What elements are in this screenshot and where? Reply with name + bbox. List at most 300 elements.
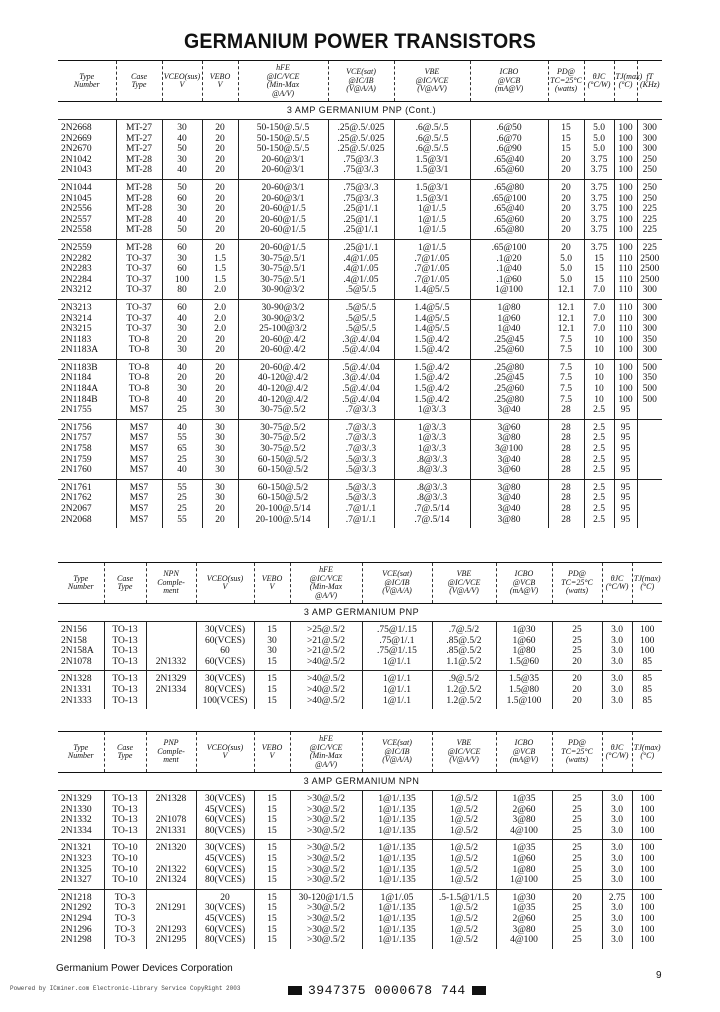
table-row: [58, 935, 662, 949]
spec-cell: 2500: [640, 274, 660, 285]
spec-cell: 2N1322: [146, 865, 196, 876]
spec-cell: 3@80: [496, 815, 552, 826]
spec-cell: 5.0: [584, 134, 614, 145]
spec-cell: 3@40: [470, 405, 548, 419]
spec-cell: TO-8: [116, 384, 162, 395]
spec-cell: 1@1/.5: [394, 215, 470, 226]
spec-cell: 20: [548, 204, 584, 215]
scan-note: Powered by ICminer.com Electronic-Library Service CopyRight 2003: [10, 985, 241, 992]
spec-cell: MS7: [116, 419, 162, 433]
spec-cell: 100(VCES): [196, 696, 254, 710]
spec-cell: 100: [640, 924, 655, 935]
spec-cell: 15: [254, 854, 290, 865]
table-row: [58, 299, 662, 313]
type-number-cell: 2N2558: [58, 225, 116, 239]
spec-cell: 3@60: [470, 419, 548, 433]
type-number-cell: 2N1762: [58, 493, 116, 504]
spec-cell: TO-37: [116, 254, 162, 265]
spec-cell: .5@.4/.04: [328, 384, 394, 395]
spec-cell: 60: [162, 299, 202, 313]
spec-cell: 2.5: [584, 419, 614, 433]
table-row: [58, 465, 662, 479]
spec-cell: 30-75@.5/1: [238, 254, 328, 265]
column-header: VCE(sat) @IC/IB (V@A/A): [362, 732, 432, 773]
table-row: [58, 225, 662, 239]
spec-cell: 20: [548, 194, 584, 205]
spec-cell: 2.5: [584, 433, 614, 444]
spec-cell: TO-37: [116, 314, 162, 325]
spec-cell: .25@1/.1: [328, 225, 394, 239]
spec-cell: [146, 914, 196, 925]
spec-cell: 30-75@.5/1: [238, 264, 328, 275]
spec-cell: 3.0: [602, 914, 632, 925]
spec-cell: 30-75@.5/2: [238, 405, 328, 419]
spec-cell: TO-8: [116, 359, 162, 373]
table-row: [58, 165, 662, 179]
spec-cell: .3@.4/.04: [328, 373, 394, 384]
spec-cell: 2.0: [202, 299, 238, 313]
spec-cell: 50: [162, 179, 202, 193]
type-number-cell: 2N1183A: [58, 345, 116, 359]
spec-cell: TO-13: [104, 791, 146, 805]
spec-cell: 28: [548, 433, 584, 444]
type-number-cell: 2N1757: [58, 433, 116, 444]
type-number-cell: 2N2067: [58, 504, 116, 515]
table-row: [58, 854, 662, 865]
spec-cell: .7@3/.3: [328, 433, 394, 444]
spec-cell: 300: [637, 120, 662, 134]
type-number-cell: 2N2557: [58, 215, 116, 226]
type-number-cell: 2N2068: [58, 515, 116, 529]
spec-cell: 15: [254, 889, 290, 903]
spec-cell: 1.5: [202, 275, 238, 286]
spec-cell: 15: [254, 840, 290, 854]
type-number-cell: 2N1755: [58, 405, 116, 419]
table-row: [58, 314, 662, 325]
spec-cell: 20-60@3/1: [238, 155, 328, 166]
column-header: VBE @IC/VCE (V@A/V): [394, 61, 470, 102]
type-number-cell: 2N1330: [58, 805, 104, 816]
spec-cell: 30-90@3/2: [238, 285, 328, 299]
spec-cell: TO-37: [116, 275, 162, 286]
spec-cell: 20-60@3/1: [238, 165, 328, 179]
spec-cell: 1.5: [202, 264, 238, 275]
spec-cell: 28: [548, 455, 584, 466]
spec-cell: >25@.5/2: [290, 622, 362, 636]
spec-cell: 1@1/.135: [362, 840, 432, 854]
spec-cell: .5@3/.3: [328, 455, 394, 466]
section-title-row: [58, 604, 662, 622]
spec-cell: 3@40: [470, 493, 548, 504]
spec-cell: TO-37: [116, 285, 162, 299]
spec-cell: 100: [640, 815, 655, 826]
spec-cell: MS7: [116, 444, 162, 455]
spec-cell: .5@3/.3: [328, 479, 394, 493]
spec-cell: .7@3/.3: [328, 405, 394, 419]
spec-cell: 25: [162, 405, 202, 419]
spec-cell: >40@.5/2: [290, 696, 362, 710]
spec-cell: 30(VCES): [196, 671, 254, 685]
header-row: [58, 61, 662, 102]
spec-cell: >40@.5/2: [290, 685, 362, 696]
type-number-cell: 2N1045: [58, 194, 116, 205]
spec-cell: .25@45: [470, 335, 548, 346]
spec-cell: 2.5: [584, 493, 614, 504]
table-row: [58, 384, 662, 395]
spec-cell: 25: [552, 840, 602, 854]
type-number-cell: 2N1333: [58, 696, 104, 710]
type-number-cell: 2N1184B: [58, 395, 116, 406]
spec-cell: 20-100@.5/14: [238, 515, 328, 529]
spec-cell: .65@80: [470, 179, 548, 193]
spec-cell: .25@60: [470, 384, 548, 395]
table-row: [58, 179, 662, 193]
spec-cell: MT-27: [116, 120, 162, 134]
spec-cell: 3@40: [470, 504, 548, 515]
spec-cell: .5@5/.5: [328, 299, 394, 313]
table-row: [58, 345, 662, 359]
spec-cell: .8@3/.3: [394, 493, 470, 504]
spec-cell: 25: [552, 914, 602, 925]
spec-cell: 30-90@3/2: [238, 299, 328, 313]
spec-cell: 10: [584, 384, 614, 395]
spec-cell: 28: [548, 493, 584, 504]
spec-cell: 25: [552, 646, 602, 657]
spec-cell: TO-13: [104, 815, 146, 826]
spec-cell: .65@100: [470, 194, 548, 205]
spec-cell: 20-60@3/1: [238, 194, 328, 205]
spec-cell: 2N1331: [146, 826, 196, 840]
spec-cell: 1@1/.135: [362, 826, 432, 840]
spec-cell: .25@60: [470, 345, 548, 359]
column-header: VCE(sat) @IC/IB (V@A/A): [362, 563, 432, 604]
spec-cell: 20: [202, 345, 238, 359]
spec-cell: 28: [548, 504, 584, 515]
spec-cell: 50-150@.5/.5: [238, 134, 328, 145]
spec-cell: 30: [202, 479, 238, 493]
spec-cell: 7.5: [548, 359, 584, 373]
table-row: [58, 194, 662, 205]
spec-cell: 60: [162, 194, 202, 205]
type-number-cell: 2N2559: [58, 239, 116, 253]
spec-cell: 7.5: [548, 373, 584, 384]
spec-cell: .6@90: [470, 144, 548, 155]
spec-cell: 100: [614, 215, 637, 226]
spec-cell: 2.5: [584, 444, 614, 455]
spec-cell: 15: [254, 622, 290, 636]
spec-cell: 15: [254, 671, 290, 685]
spec-cell: 30: [254, 646, 290, 657]
spec-cell: 85: [642, 656, 652, 667]
spec-cell: 25: [552, 791, 602, 805]
spec-cell: .85@.5/2: [432, 636, 496, 647]
spec-cell: [637, 455, 662, 466]
spec-cell: 1.5@80: [496, 685, 552, 696]
spec-cell: >30@.5/2: [290, 815, 362, 826]
spec-cell: 1@.5/2: [432, 805, 496, 816]
spec-cell: 3.0: [602, 875, 632, 889]
spec-cell: 20: [202, 225, 238, 239]
table-row: [58, 636, 662, 647]
spec-cell: 100: [614, 359, 637, 373]
spec-cell: 1.4@5/.5: [394, 299, 470, 313]
type-number-cell: 2N1184: [58, 373, 116, 384]
spec-cell: 3.0: [602, 791, 632, 805]
spec-cell: 20-100@.5/14: [238, 504, 328, 515]
spec-cell: 300: [642, 345, 657, 356]
table-row: [58, 805, 662, 816]
spec-cell: 3.75: [584, 204, 614, 215]
spec-cell: 20: [202, 204, 238, 215]
spec-cell: .4@1/.05: [328, 254, 394, 265]
spec-cell: 40: [162, 134, 202, 145]
column-header: Type Number: [58, 732, 104, 773]
spec-cell: 40: [162, 359, 202, 373]
spec-cell: 12.1: [548, 285, 584, 299]
spec-cell: 28: [548, 479, 584, 493]
spec-cell: MT-28: [116, 179, 162, 193]
spec-cell: 20: [202, 335, 238, 346]
barcode-block-right: [472, 986, 486, 995]
spec-cell: 60-150@.5/2: [238, 455, 328, 466]
spec-cell: 7.5: [548, 345, 584, 359]
spec-cell: 350: [642, 334, 657, 345]
spec-cell: .1@60: [470, 275, 548, 286]
spec-cell: .7@1/.1: [328, 504, 394, 515]
spec-cell: 3.0: [602, 636, 632, 647]
spec-cell: 15: [254, 865, 290, 876]
table-row: [58, 889, 662, 903]
type-number-cell: 2N1327: [58, 875, 104, 889]
spec-cell: 30(VCES): [196, 903, 254, 914]
spec-cell: 30: [162, 155, 202, 166]
spec-cell: 20: [202, 384, 238, 395]
spec-cell: 1.4@5/.5: [394, 324, 470, 335]
spec-cell: 100: [640, 935, 655, 946]
spec-cell: .65@40: [470, 155, 548, 166]
spec-cell: 110: [614, 314, 637, 325]
spec-cell: 5.0: [548, 254, 584, 265]
spec-cell: 15: [584, 254, 614, 265]
spec-cell: 20-60@.4/2: [238, 359, 328, 373]
spec-cell: 300: [642, 313, 657, 324]
spec-cell: 1@3/.3: [394, 419, 470, 433]
spec-cell: 3@100: [470, 444, 548, 455]
spec-cell: 3.0: [602, 671, 632, 685]
column-header: θJC (°C/W): [602, 732, 632, 773]
spec-cell: 1@1/.1: [362, 671, 432, 685]
spec-cell: 12.1: [548, 314, 584, 325]
spec-cell: 1@60: [496, 854, 552, 865]
type-number-cell: 2N3213: [58, 299, 116, 313]
spec-cell: 350: [642, 373, 657, 384]
spec-cell: >30@.5/2: [290, 875, 362, 889]
spec-cell: [637, 433, 662, 444]
spec-cell: .5-1.5@1/1.5: [432, 889, 496, 903]
column-header: θJC (°C/W): [584, 61, 614, 102]
type-number-cell: 2N1294: [58, 914, 104, 925]
spec-cell: 100: [614, 155, 637, 166]
spec-cell: 3.75: [584, 179, 614, 193]
spec-cell: TO-13: [104, 671, 146, 685]
type-number-cell: 2N1323: [58, 854, 104, 865]
spec-cell: 2@60: [496, 914, 552, 925]
type-number-cell: 2N2668: [58, 120, 116, 134]
spec-cell: .4@1/.05: [328, 264, 394, 275]
spec-cell: 100: [632, 622, 662, 636]
spec-cell: 3.0: [602, 840, 632, 854]
spec-cell: 1.1@.5/2: [432, 657, 496, 671]
spec-cell: TO-8: [116, 335, 162, 346]
spec-cell: 20: [552, 657, 602, 671]
spec-cell: 3.0: [602, 646, 632, 657]
spec-cell: 50-150@.5/.5: [238, 120, 328, 134]
spec-cell: 10: [584, 359, 614, 373]
spec-cell: 225: [637, 239, 662, 253]
spec-cell: [637, 405, 662, 419]
spec-cell: >30@.5/2: [290, 914, 362, 925]
spec-cell: .1@20: [470, 254, 548, 265]
spec-cell: TO-10: [104, 854, 146, 865]
spec-cell: 3.0: [602, 696, 632, 710]
spec-cell: 1.2@.5/2: [432, 685, 496, 696]
spec-cell: 1.5: [202, 254, 238, 265]
spec-cell: .75@1/.1: [362, 636, 432, 647]
spec-cell: 1.5@3/1: [394, 155, 470, 166]
spec-cell: >40@.5/2: [290, 657, 362, 671]
spec-cell: 2N1329: [146, 671, 196, 685]
spec-cell: 1@.5/2: [432, 854, 496, 865]
spec-cell: MT-28: [116, 155, 162, 166]
spec-cell: 3.0: [602, 826, 632, 840]
spec-cell: .7@1/.1: [328, 515, 394, 529]
type-number-cell: 2N2284: [58, 275, 116, 286]
spec-cell: 25: [552, 865, 602, 876]
spec-cell: 15: [254, 791, 290, 805]
spec-cell: 1@1/.135: [362, 815, 432, 826]
spec-cell: 15: [548, 144, 584, 155]
spec-cell: .25@80: [470, 395, 548, 406]
spec-cell: .5@5/.5: [328, 285, 394, 299]
spec-cell: 225: [642, 204, 657, 215]
spec-cell: 2.0: [202, 285, 238, 299]
column-header: θJC (°C/W): [602, 563, 632, 604]
spec-cell: TO-3: [104, 925, 146, 936]
spec-cell: TO-3: [104, 889, 146, 903]
pnp-transistor-table-cont: [58, 60, 662, 528]
table-row: [58, 215, 662, 226]
spec-cell: 4@100: [496, 935, 552, 949]
spec-cell: 95: [614, 493, 637, 504]
spec-cell: 5.0: [584, 120, 614, 134]
table-row: [58, 359, 662, 373]
column-header: hFE @IC/VCE (Min-Max @A/V): [290, 732, 362, 773]
spec-cell: MT-28: [116, 165, 162, 179]
type-number-cell: 2N1183: [58, 335, 116, 346]
spec-cell: 7.0: [584, 299, 614, 313]
spec-cell: 100: [640, 864, 655, 875]
spec-cell: .7@.5/14: [394, 504, 470, 515]
spec-cell: MS7: [116, 479, 162, 493]
spec-cell: 50: [162, 225, 202, 239]
spec-cell: 1.5@.4/2: [394, 345, 470, 359]
spec-cell: MS7: [116, 455, 162, 466]
spec-cell: 110: [614, 254, 637, 265]
type-number-cell: 2N1183B: [58, 359, 116, 373]
table-row: [58, 479, 662, 493]
spec-cell: 3.75: [584, 225, 614, 239]
spec-cell: 20: [196, 889, 254, 903]
page-title: GERMANIUM POWER TRANSISTORS: [184, 30, 536, 53]
spec-cell: 20: [552, 889, 602, 903]
column-header: TJ(max) (°C): [632, 732, 662, 773]
type-number-cell: 2N3215: [58, 324, 116, 335]
spec-cell: 1.5@.4/2: [394, 373, 470, 384]
spec-cell: 3.0: [602, 925, 632, 936]
spec-cell: TO-37: [116, 264, 162, 275]
spec-cell: .5@3/.3: [328, 465, 394, 479]
npn-transistor-table: [58, 731, 662, 949]
spec-cell: 2N1324: [146, 875, 196, 889]
spec-cell: 50-150@.5/.5: [238, 144, 328, 155]
spec-cell: 1.5@3/1: [394, 194, 470, 205]
spec-cell: .6@.5/.5: [394, 134, 470, 145]
spec-cell: .6@.5/.5: [394, 120, 470, 134]
spec-cell: 15: [254, 875, 290, 889]
spec-cell: TO-13: [104, 657, 146, 671]
spec-cell: 2N1291: [146, 903, 196, 914]
table-row: [58, 335, 662, 346]
column-header: TJ(max) (°C): [614, 61, 637, 102]
spec-cell: 1@1/.135: [362, 865, 432, 876]
spec-cell: 3@80: [470, 433, 548, 444]
spec-cell: 15: [254, 925, 290, 936]
pnp-transistor-table: [58, 562, 662, 709]
spec-cell: 100: [640, 853, 655, 864]
spec-cell: MS7: [116, 515, 162, 529]
spec-cell: 30: [162, 120, 202, 134]
spec-cell: 20: [548, 165, 584, 179]
table-row: [58, 696, 662, 710]
column-header: PD@ TC=25°C (watts): [548, 61, 584, 102]
spec-cell: 80(VCES): [196, 826, 254, 840]
spec-cell: .6@70: [470, 134, 548, 145]
spec-cell: TO-3: [104, 914, 146, 925]
type-number-cell: 2N2283: [58, 264, 116, 275]
spec-cell: 95: [614, 504, 637, 515]
spec-cell: 5.0: [548, 264, 584, 275]
table-row: [58, 155, 662, 166]
spec-cell: 85: [642, 695, 652, 706]
column-header: hFE @IC/VCE (Min-Max @A/V): [238, 61, 328, 102]
spec-cell: .25@45: [470, 373, 548, 384]
spec-cell: 40: [162, 165, 202, 179]
spec-cell: 100: [614, 179, 637, 193]
spec-cell: 30: [202, 444, 238, 455]
spec-cell: 15: [254, 935, 290, 949]
spec-cell: 40: [162, 314, 202, 325]
spec-cell: TO-3: [104, 903, 146, 914]
column-header: hFE @IC/VCE (Min-Max @A/V): [290, 563, 362, 604]
spec-cell: 5.0: [584, 144, 614, 155]
type-number-cell: 2N1043: [58, 165, 116, 179]
spec-cell: 2N1078: [146, 815, 196, 826]
spec-cell: 1@1/.05: [362, 889, 432, 903]
spec-cell: 500: [642, 394, 657, 405]
spec-cell: 28: [548, 444, 584, 455]
spec-cell: 95: [614, 515, 637, 529]
spec-cell: 1@80: [496, 646, 552, 657]
